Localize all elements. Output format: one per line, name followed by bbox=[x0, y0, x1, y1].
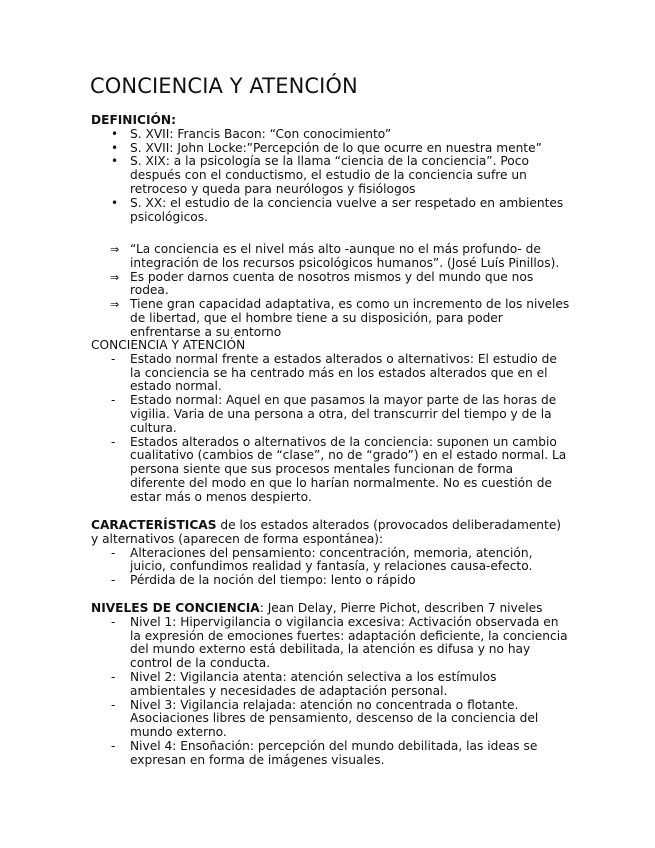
list-item-text: Es poder darnos cuenta de nosotros mismos y del mundo que nos rodea. bbox=[130, 269, 534, 298]
list-item-text: Estado normal frente a estados alterados o alternativos: El estudio de la conciencia se ha centrado más en los estados alterados que en el estado normal. bbox=[130, 351, 557, 394]
arrow-list bbox=[91, 243, 571, 340]
list-item bbox=[91, 740, 571, 768]
definicion-heading bbox=[91, 114, 571, 128]
dash-icon: - bbox=[111, 614, 116, 629]
list-item bbox=[91, 394, 571, 435]
list-item-text: Pérdida de la noción del tiempo: lento o rápido bbox=[130, 573, 416, 588]
list-item-text: Alteraciones del pensamiento: concentración, memoria, atención, juicio, confundimos realidad y fantasía, y relaciones causa-efecto. bbox=[130, 545, 533, 574]
list-item bbox=[91, 298, 571, 339]
list-item bbox=[91, 197, 571, 225]
list-item-text: Nivel 2: Vigilancia atenta: atención selectiva a los estímulos ambientales y necesidades de adaptación personal. bbox=[130, 669, 497, 698]
list-item-text: S. XIX: a la psicología se la llama “ciencia de la conciencia”. Poco después con el conductismo, el estudio de la conciencia sufre un retroceso y queda para neurólogos y fisiólogos bbox=[130, 154, 529, 196]
bullet-icon bbox=[111, 128, 125, 142]
definicion-list bbox=[91, 128, 571, 225]
conciencia-atencion-section bbox=[91, 339, 571, 505]
dash-icon: - bbox=[111, 738, 116, 753]
list-item bbox=[91, 353, 571, 394]
caracteristicas-list bbox=[91, 547, 571, 588]
list-item bbox=[91, 547, 571, 575]
bullet-icon bbox=[111, 142, 125, 156]
list-item-text: Nivel 4: Ensoñación: percepción del mundo debilitada, las ideas se expresan en forma de imágenes visuales. bbox=[130, 738, 538, 767]
dash-icon: - bbox=[111, 697, 116, 712]
list-item bbox=[91, 436, 571, 505]
niveles-section bbox=[91, 602, 571, 768]
arrow-section bbox=[91, 243, 571, 340]
list-item-text: Tiene gran capacidad adaptativa, es como un incremento de los niveles de libertad, que el hombre tiene a su disposición, para poder enfrentarse a su entorno bbox=[130, 297, 570, 339]
dash-icon: - bbox=[111, 434, 116, 449]
bullet-icon bbox=[111, 155, 125, 169]
caracteristicas-section bbox=[91, 519, 571, 588]
list-item bbox=[91, 699, 571, 740]
dash-icon: - bbox=[111, 669, 116, 684]
double-arrow-icon: ⇒ bbox=[110, 243, 120, 256]
definicion-section bbox=[91, 114, 571, 224]
conciencia-atencion-heading: CONCIENCIA Y ATENCIÓN bbox=[91, 338, 246, 352]
double-arrow-icon: ⇒ bbox=[110, 270, 120, 284]
list-item bbox=[91, 155, 571, 196]
list-item bbox=[91, 616, 571, 671]
conciencia-atencion-list bbox=[91, 353, 571, 505]
list-item-text: S. XVII: John Locke:”Percepción de lo que ocurre en nuestra mente” bbox=[130, 140, 542, 155]
caracteristicas-heading-bold: CARACTERÍSTICAS bbox=[91, 518, 217, 532]
list-item-text: Nivel 1: Hipervigilancia o vigilancia excesiva: Activación observada en la expresión de emociones fuertes: adaptación deficiente, la conciencia del mundo externo está debilitada, la atención es difusa y no hay control de la conducta. bbox=[130, 614, 568, 671]
list-item bbox=[91, 671, 571, 699]
list-item bbox=[91, 243, 571, 271]
document-title: CONCIENCIA Y ATENCIÓN bbox=[90, 74, 358, 98]
bullet-icon bbox=[111, 197, 125, 211]
list-item bbox=[91, 142, 571, 156]
list-item bbox=[91, 271, 571, 299]
definicion-heading-text: DEFINICIÓN: bbox=[91, 113, 176, 127]
list-item-text: S. XX: el estudio de la conciencia vuelve a ser respetado en ambientes psicológicos. bbox=[130, 195, 564, 224]
dash-icon: - bbox=[111, 393, 116, 408]
dash-icon: - bbox=[111, 351, 116, 366]
dash-icon: - bbox=[111, 545, 116, 560]
list-item-text: Nivel 3: Vigilancia relajada: atención no concentrada o flotante. Asociaciones libres de pensamiento, descenso de la conciencia del mundo externo. bbox=[130, 697, 539, 740]
list-item-text: S. XVII: Francis Bacon: “Con conocimiento” bbox=[130, 126, 392, 141]
niveles-heading bbox=[91, 602, 571, 616]
double-arrow-icon: ⇒ bbox=[110, 298, 120, 312]
list-item-text: “La conciencia es el nivel más alto -aunque no el más profundo- de integración de los recursos psicológicos humanos”. (José Luís Pinillos). bbox=[130, 242, 560, 270]
niveles-heading-rest: : Jean Delay, Pierre Pichot, describen 7 niveles bbox=[259, 601, 543, 615]
caracteristicas-heading bbox=[91, 519, 571, 547]
niveles-list bbox=[91, 616, 571, 768]
niveles-heading-bold: NIVELES DE CONCIENCIA bbox=[91, 601, 260, 615]
dash-icon: - bbox=[111, 573, 116, 588]
list-item bbox=[91, 128, 571, 142]
list-item-text: Estado normal: Aquel en que pasamos la mayor parte de las horas de vigilia. Varia de una persona a otra, del transcurrir del tiempo y de la cultura. bbox=[130, 393, 557, 435]
list-item bbox=[91, 574, 571, 588]
caracteristicas-heading-rest: de los estados alterados (provocados deliberadamente) y alternativos (aparecen de forma espontánea): bbox=[91, 518, 562, 546]
list-item-text: Estados alterados o alternativos de la conciencia: suponen un cambio cualitativo (cambios de “clase”, no de “grado”) en el estado normal. La persona siente que sus procesos mentales funcionan de forma diferente del modo en que lo harían normalmente. No es cuestión de estar más o menos despierto. bbox=[130, 434, 567, 504]
